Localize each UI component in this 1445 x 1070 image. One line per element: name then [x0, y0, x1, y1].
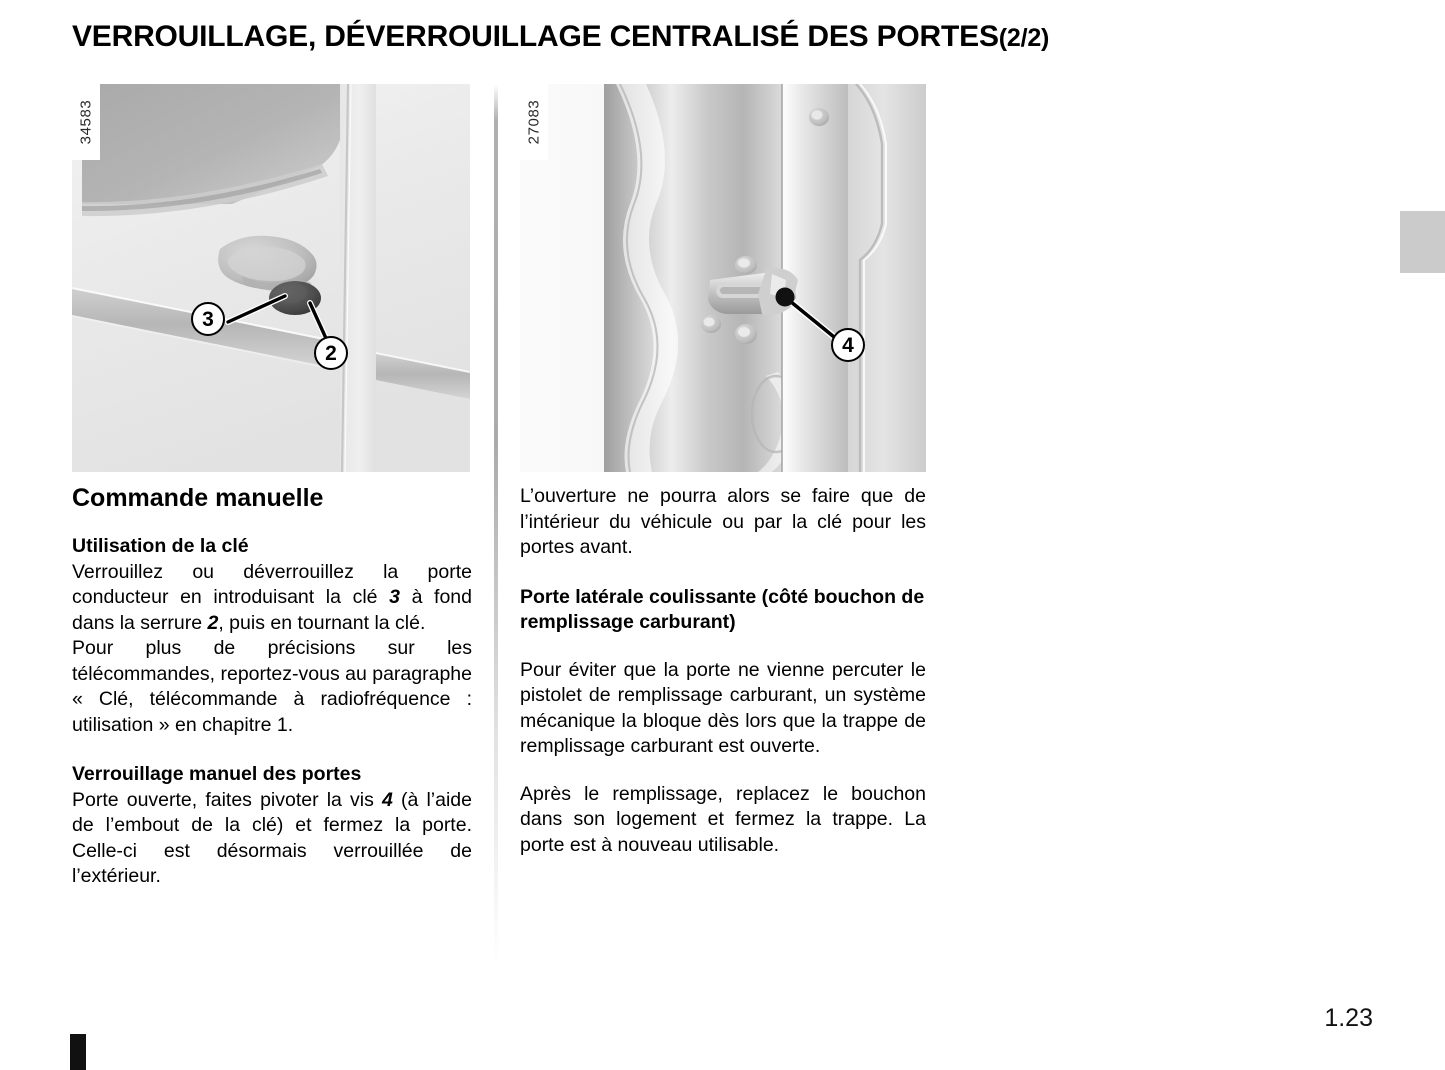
page-title-main: VERROUILLAGE, DÉVERROUILLAGE CENTRALISÉ DES PORTES — [72, 20, 999, 53]
column-divider — [494, 84, 498, 984]
door-exterior-illustration — [72, 84, 470, 472]
figure-door-edge-lock — [520, 84, 926, 472]
paragraph-key-usage-part-b: à fond dans la serrure — [72, 586, 472, 634]
door-edge-illustration — [520, 84, 926, 472]
section-heading-commande-manuelle: Commande manuelle — [72, 484, 324, 512]
item-reference-4: 4 — [382, 788, 393, 811]
paragraph-remote-control-reference: Pour plus de précisions sur les télécommandes, reportez-vous au paragraphe « Clé, télécommande à radiofréquence : utilisation » en chapitre 1. — [72, 637, 472, 736]
paragraph-manual-locking — [72, 788, 472, 890]
callout-marker-4: 4 — [831, 328, 865, 362]
figure-reference-number-left: 34583 — [72, 84, 100, 160]
page-title — [72, 20, 1049, 54]
page-title-part: (2/2) — [998, 24, 1050, 52]
paragraph-opening-from-inside: L’ouverture ne pourra alors se faire que de l’intérieur du véhicule ou par la clé pour les portes avant. — [520, 485, 926, 558]
subheading-porte-laterale-coulissante: Porte latérale coulissante (côté bouchon de remplissage carburant) — [520, 585, 925, 633]
figure-reference-number-right: 27083 — [520, 84, 548, 160]
callout-marker-3: 3 — [191, 302, 225, 336]
text-column-left — [72, 484, 472, 890]
item-reference-2: 2 — [207, 611, 219, 634]
subheading-utilisation-de-la-cle: Utilisation de la clé — [72, 535, 249, 557]
page-number: 1.23 — [1324, 1004, 1373, 1032]
paragraph-key-usage-part-a: Verrouillez ou déverrouillez la porte conducteur en introduisant la clé — [72, 560, 472, 608]
paragraph-after-refuelling: Après le remplissage, replacez le bouchon dans son logement et fermez la trappe. La porte est à nouveau utilisable. — [520, 782, 926, 856]
callout-marker-2: 2 — [314, 336, 348, 370]
chapter-corner-marker — [70, 1034, 86, 1070]
paragraph-fuel-nozzle-protection: Pour éviter que la porte ne vienne percuter le pistolet de remplissage carburant, un système mécanique la bloque dès lors que la trappe de remplissage carburant est ouverte. — [520, 658, 926, 757]
text-column-right — [520, 484, 926, 858]
figure-door-exterior — [72, 84, 470, 472]
paragraph-manual-locking-part-a: Porte ouverte, faites pivoter la vis — [72, 788, 382, 811]
chapter-edge-tab — [1400, 211, 1445, 273]
item-reference-3: 3 — [389, 586, 400, 608]
paragraph-manual-locking-part-b: (à l’aide de l’embout de la clé) et fermez la porte. Celle-ci est désormais verrouillée de l’extérieur. — [72, 788, 472, 887]
paragraph-key-usage — [72, 560, 472, 637]
paragraph-key-usage-part-c: , puis en tournant la clé. — [218, 611, 426, 634]
subheading-verrouillage-manuel-des-portes: Verrouillage manuel des portes — [72, 763, 362, 785]
